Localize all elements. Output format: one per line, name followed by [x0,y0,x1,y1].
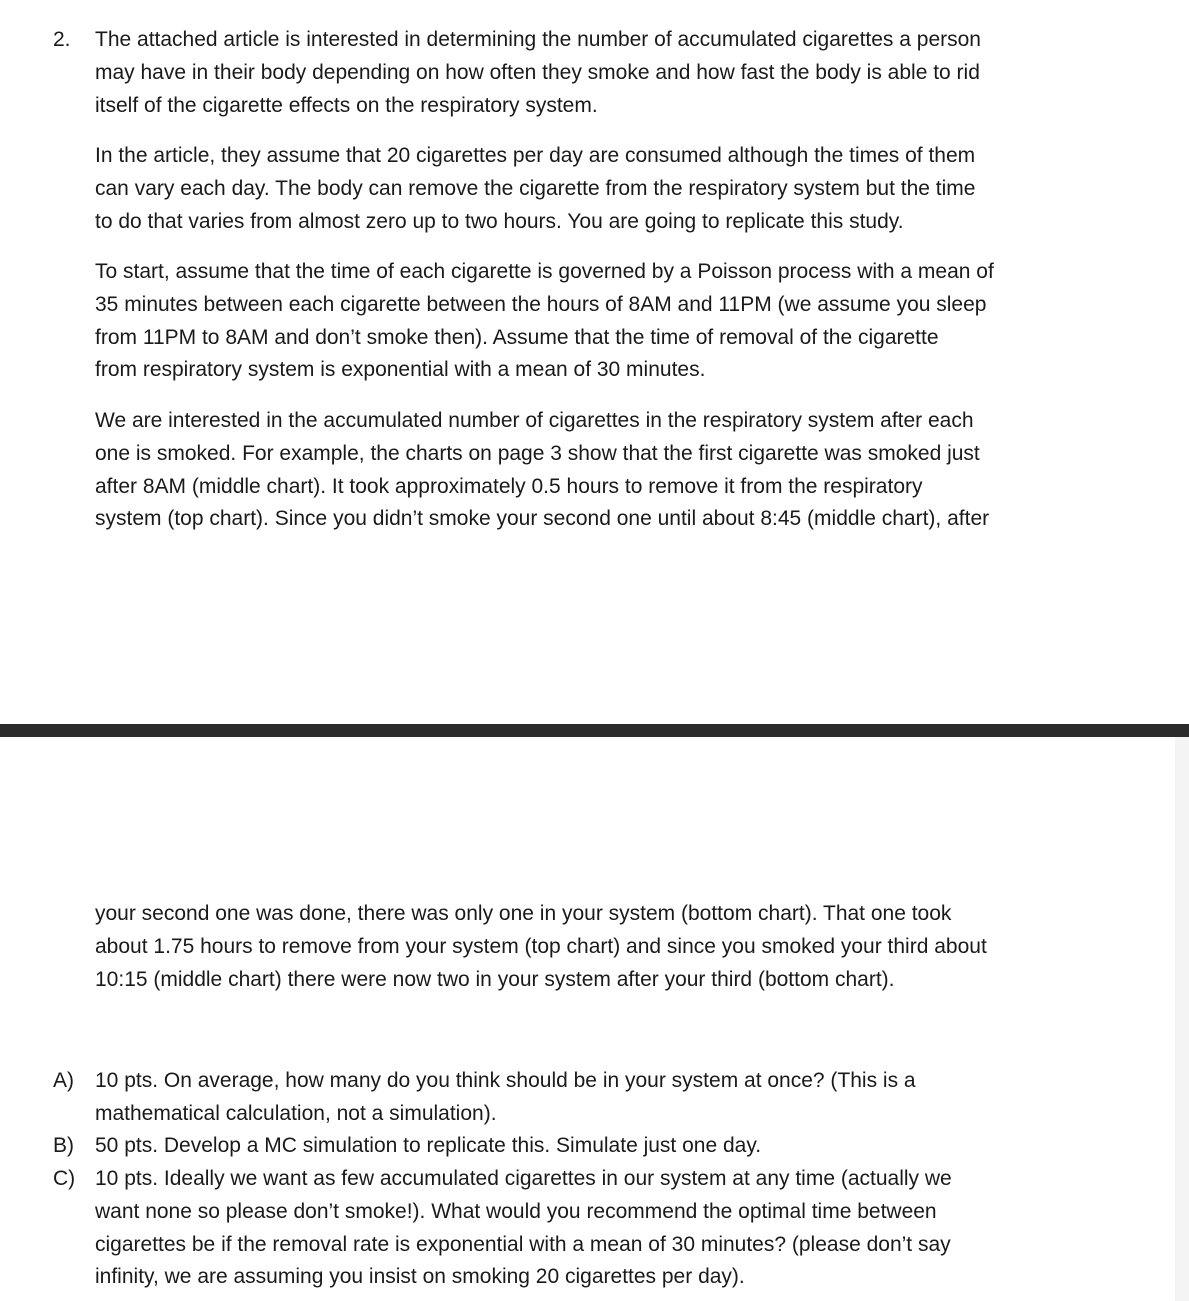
text-line: about 1.75 hours to remove from your system (top chart) and since you smoked your third about [95,934,987,958]
text-line: 35 minutes between each cigarette between the hours of 8AM and 11PM (we assume you sleep [95,292,987,316]
text-line: after 8AM (middle chart). It took approximately 0.5 hours to remove it from the respiratory [95,474,923,498]
text-line: system (top chart). Since you didn’t smoke your second one until about 8:45 (middle chart), after [95,507,990,531]
text-line: to do that varies from almost zero up to two hours. You are going to replicate this study. [95,209,904,233]
text-line: 10 pts. Ideally we want as few accumulated cigarettes in our system at any time (actually we [95,1167,952,1190]
text-line: can vary each day. The body can remove the cigarette from the respiratory system but the time [95,176,976,200]
paragraph-intro [95,24,1080,122]
paragraph-example-continued [95,898,1080,996]
text-line: want none so please don’t smoke!). What would you recommend the optimal time between [95,1199,937,1223]
text-line: your second one was done, there was only one in your system (bottom chart). That one took [95,902,952,925]
text-line: from 11PM to 8AM and don’t smoke then). Assume that the time of removal of the cigarette [95,325,939,349]
text-line: infinity, we are assuming you insist on smoking 20 cigarettes per day). [95,1265,745,1289]
paragraph-poisson [95,256,1080,387]
paragraph-assumptions [95,140,1080,238]
text-line: mathematical calculation, not a simulation). [95,1101,497,1125]
text-line: 50 pts. Develop a MC simulation to replicate this. Simulate just one day. [95,1134,762,1157]
text-line: To start, assume that the time of each cigarette is governed by a Poisson process with a mean of [95,260,994,283]
question-c-label: C) [53,1167,76,1190]
text-line: one is smoked. For example, the charts on page 3 show that the first cigarette was smoked just [95,441,980,465]
text-line: We are interested in the accumulated number of cigarettes in the respiratory system after each [95,409,974,432]
question-a-text [95,1065,1080,1131]
text-line: 10:15 (middle chart) there were now two in your system after your third (bottom chart). [95,967,895,991]
page-break-divider [0,724,1189,737]
page-edge-shadow [1175,737,1189,1301]
paragraph-example [95,405,1080,536]
text-line: may have in their body depending on how often they smoke and how fast the body is able to rid [95,60,980,84]
text-line: In the article, they assume that 20 cigarettes per day are consumed although the times of them [95,144,976,167]
text-line: cigarettes be if the removal rate is exponential with a mean of 30 minutes? (please don’t say [95,1232,951,1256]
text-line: itself of the cigarette effects on the respiratory system. [95,93,598,117]
question-b-text [95,1130,1080,1163]
text-line: The attached article is interested in determining the number of accumulated cigarettes a person [95,28,981,51]
text-line: from respiratory system is exponential with a mean of 30 minutes. [95,358,706,382]
question-c-text [95,1163,1080,1294]
question-a-label: A) [53,1069,74,1092]
question-b-label: B) [53,1134,74,1157]
text-line: 10 pts. On average, how many do you think should be in your system at once? (This is a [95,1069,916,1092]
question-number: 2. [53,28,71,51]
